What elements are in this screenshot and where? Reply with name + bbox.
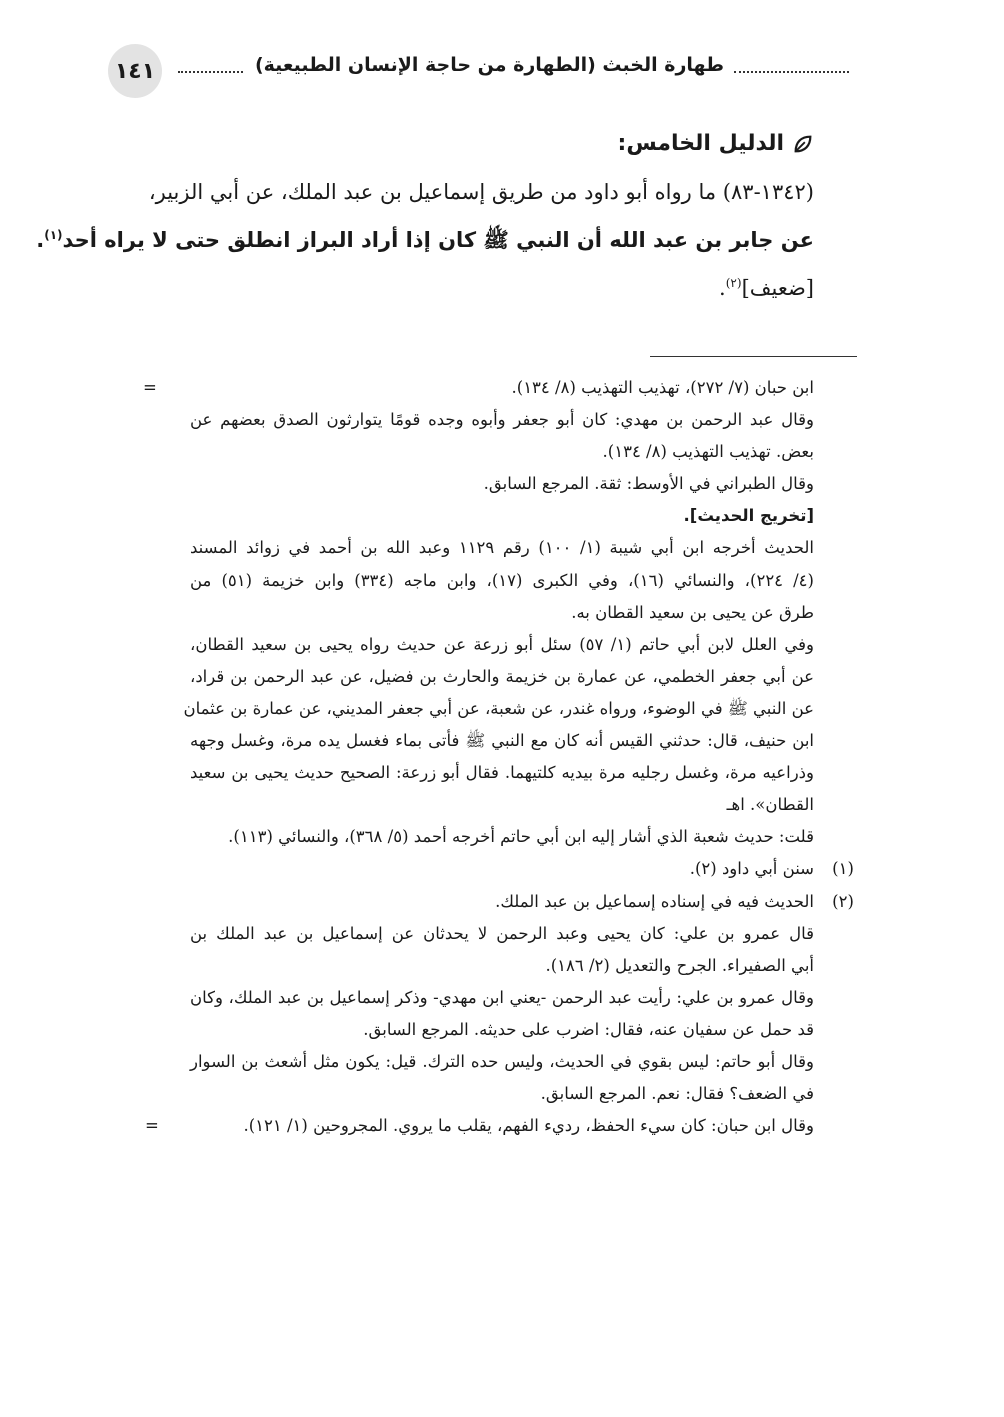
footnote-line: وذراعيه مرة، وغسل رجليه مرة بيديه كلتيهما. فقال أبو زرعة: الصحيح حديث يحيى بن سعيد bbox=[190, 763, 814, 783]
grade-line bbox=[190, 264, 814, 312]
line-end: . bbox=[719, 276, 726, 300]
footnote-line: عن النبي ﷺ في الوضوء، ورواه غندر، عن شعبة، عن أبي جعفر المديني، عن عمارة بن عثمان bbox=[183, 698, 814, 718]
footnote-line: طرق عن يحيى بن سعيد القطان به. bbox=[571, 602, 814, 622]
grade-text: [ضعيف] bbox=[741, 276, 814, 300]
footnote-2 bbox=[143, 886, 854, 1143]
footnote-line: وقال الطبراني في الأوسط: ثقة. المرجع السابق. bbox=[483, 474, 814, 494]
heading-text: الدليل الخامس: bbox=[617, 131, 784, 156]
page-header bbox=[108, 44, 849, 98]
footnote-line: وقال عمرو بن علي: رأيت عبد الرحمن -يعني ابن مهدي- وذكر إسماعيل بن عبد الملك، وكان bbox=[190, 987, 814, 1007]
footnote-line: ابن حنيف، قال: حدثني القيس أنه كان مع النبي ﷺ فأتى بماء فغسل يده مرة، وغسل وجهه bbox=[190, 731, 814, 751]
footnote-line: وفي العلل لابن أبي حاتم (١/ ٥٧) سئل أبو زرعة عن حديث رواه يحيى بن سعيد القطان، bbox=[190, 634, 815, 654]
footnote-line: الحديث أخرجه ابن أبي شيبة (١/ ١٠٠) رقم ١١٢٩ وعبد الله بن أحمد في زوائد المسند bbox=[190, 538, 814, 558]
line-end: . bbox=[36, 228, 45, 252]
footnote-line: أبي الصفيراء. الجرح والتعديل (٢/ ١٨٦). bbox=[545, 955, 814, 975]
footnote-text: وقال ابن حبان: كان سيء الحفظ، رديء الفهم، يقلب ما يروي. المجروحين (١/ ١٢١). bbox=[243, 1116, 814, 1136]
main-text bbox=[36, 120, 814, 312]
running-title bbox=[178, 54, 849, 76]
continuation-mark: = bbox=[145, 1116, 159, 1136]
footnote-line: الحديث فيه في إسناده إسماعيل بن عبد الملك. bbox=[495, 891, 814, 911]
footnote-ref-2: (٢) bbox=[725, 276, 742, 290]
leader-dots bbox=[734, 57, 849, 73]
footnote-line: قال عمرو بن علي: كان يحيى وعبد الرحمن لا يحدثان عن إسماعيل بن عبد الملك بن bbox=[190, 923, 814, 943]
footnote-line: وقال أبو حاتم: ليس بقوي في الحديث، وليس حده الترك. قيل: يكون مثل أشعث بن السوار bbox=[190, 1051, 814, 1071]
footnote-line: وقال عبد الرحمن بن مهدي: كان أبو جعفر وأبوه وجده قومًا يتوارثون الصدق بعضهم عن bbox=[190, 410, 814, 430]
footnote-line: قد حمل عن سفيان عنه، فقال: اضرب على حديثه. المرجع السابق. bbox=[363, 1019, 814, 1039]
running-title-text: طهارة الخبث (الطهارة من حاجة الإنسان الطبيعية) bbox=[254, 54, 724, 76]
footnote-subheading: [تخريج الحديث]. bbox=[683, 506, 814, 526]
footnote-line: ابن حبان (٧/ ٢٧٢)، تهذيب التهذيب (٨/ ١٣٤). bbox=[511, 378, 814, 397]
footnote-number: (٢) bbox=[832, 891, 854, 911]
continued-footnote bbox=[183, 372, 815, 853]
leaf-ornament-icon bbox=[792, 133, 814, 155]
footnote-line: في الضعف؟ فقال: نعم. المرجع السابق. bbox=[540, 1084, 814, 1104]
footnote-number: (١) bbox=[832, 859, 854, 879]
footnote-1 bbox=[143, 853, 854, 885]
hadith-matn: عن جابر بن عبد الله أن النبي ﷺ كان إذا أراد البراز انطلق حتى لا يراه أحد bbox=[62, 228, 814, 252]
continuation-mark: = bbox=[143, 378, 157, 397]
footnote-separator bbox=[650, 356, 857, 357]
footnote-line: سنن أبي داود (٢). bbox=[689, 859, 814, 879]
footnote-line: قلت: حديث شعبة الذي أشار إليه ابن أبي حاتم أخرجه أحمد (٥/ ٣٦٨)، والنسائي (١١٣). bbox=[228, 827, 814, 847]
footnote-line: بعض. تهذيب التهذيب (٨/ ١٣٤). bbox=[602, 442, 814, 462]
section-heading bbox=[190, 120, 814, 168]
footnote-line: القطان». اهـ bbox=[726, 795, 814, 815]
footnote-line: (٤/ ٢٢٤)، والنسائي (١٦)، وفي الكبرى (١٧)، وابن ماجه (٣٣٤) وابن خزيمة (٥١) من bbox=[190, 570, 814, 590]
page-number: ١٤١ bbox=[108, 44, 162, 98]
footnote-line-last bbox=[145, 1110, 814, 1142]
hadith-line-1: (١٣٤٢-٨٣) ما رواه أبو داود من طريق إسماعيل بن عبد الملك، عن أبي الزبير، bbox=[148, 180, 814, 204]
footnotes bbox=[143, 372, 854, 1142]
leader-dots bbox=[178, 57, 243, 73]
footnote-ref-1: (١) bbox=[44, 228, 63, 242]
hadith-line-2 bbox=[36, 216, 814, 264]
footnote-line: عن أبي جعفر الخطمي، عن عمارة بن خزيمة والحارث بن فضيل، عن عبد الرحمن بن قراد، bbox=[190, 666, 814, 686]
footnote-body bbox=[145, 886, 814, 1143]
